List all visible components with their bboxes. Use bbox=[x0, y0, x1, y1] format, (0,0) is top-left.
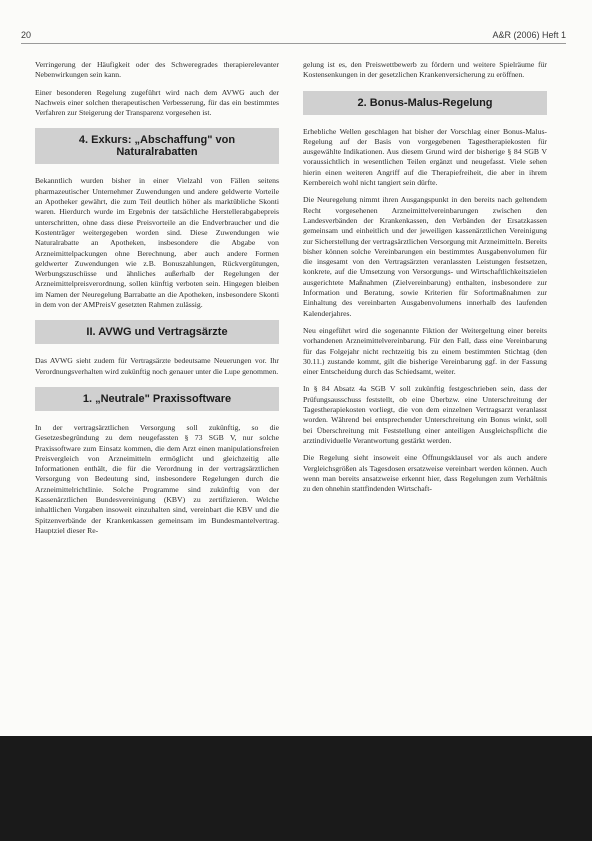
section-heading-avwg-vertragsaerzte: II. AVWG und Vertragsärzte bbox=[35, 320, 279, 344]
body-paragraph: Das AVWG sieht zudem für Vertragsärzte bedeutsame Neuerungen vor. Ihr Verordnungsverhalten wird zukünftig noch genauer unter die Lupe genommen. bbox=[35, 356, 279, 376]
scan-shadow-band bbox=[0, 736, 592, 841]
section-heading-naturalrabatte: 4. Exkurs: „Abschaffung" von Naturalrabatten bbox=[35, 128, 279, 164]
section-heading-praxissoftware: 1. „Neutrale" Praxissoftware bbox=[35, 387, 279, 411]
body-paragraph: Einer besonderen Regelung zugeführt wird nach dem AVWG auch der Nachweis einer solchen therapeutischen Verbesserung, für das ein bestimmtes Verfahren zur Steigerung der Transparenz vorgesehen ist. bbox=[35, 87, 279, 118]
page-number: 20 bbox=[21, 30, 32, 40]
header-rule bbox=[21, 43, 566, 44]
body-paragraph: gelung ist es, den Preiswettbewerb zu fördern und weitere Spielräume für Kostensenkungen in der gesetzlichen Krankenversicherung zu eröffnen. bbox=[303, 60, 547, 80]
body-paragraph: In § 84 Absatz 4a SGB V soll zukünftig festgeschrieben sein, dass der Prüfungsausschuss feststellt, ob eine Überbzw. eine Unterschreitung der Tagestherapiekosten vorliegt, die von dem einzelnen Vertragsarzt veranlasst worden. Während bei entsprechender Unterschreitung ein Bonus winkt, soll bei Überschreitung mit Feststellung einer anteiligen Ausgleichspflicht die arztindividuelle Verantwortung gestärkt werden. bbox=[303, 384, 547, 445]
body-paragraph: Bekanntlich wurden bisher in einer Vielzahl von Fällen seitens pharmazeutischer Unternehmer Zuwendungen und andere geldwerte Vorteile an Apotheker gewährt, die zum Teil deutlich höher als marktübliche Skonti waren. Hierdurch wurde im Ergebnis der tatsächliche Herstellerabgabepreis unterschritten, ohne dass diese Preisvorteile an die Endverbraucher und die Kostenträger weitergegeben worden sind. Diese Zuwendungen wie Naturalrabatte an Apotheken, insbesondere die Abgabe von Arzneimittelpackungen ohne Berechnung, aber auch andere Formen geldwerter Zuwendungen wie z.B. Bonuszahlungen, Rückvergütungen, Werbungszuschüsse und ähnliches außerhalb der Regelungen der Arzneimittelpreisverordnung, sollen künftig verboten sein. Hingegen bleiben im Namen der Neuregelung Barrabatte an die Apotheken, insbesondere Skonti in dem von der AMPreisV gesetzten Rahmen zulässig. bbox=[35, 176, 279, 310]
body-paragraph: Die Regelung sieht insoweit eine Öffnungsklausel vor als auch andere Vergleichsgrößen als Tagesdosen ersatzweise vereinbart werden können. Auch wenn man bereits ansatzweise erkennt hier, dass Regelungen zum Verhältnis zu den ohnehin stattfindenden Wirtschaft- bbox=[303, 453, 547, 494]
body-paragraph: Erhebliche Wellen geschlagen hat bisher der Vorschlag einer Bonus-Malus-Regelung auf der Basis von vorgegebenen Tagestherapiekosten für ausgewählte Indikationen. Aus diesem Grund wird der bisherige § 84 SGB V voraussichtlich in wesentlichen Teilen ergänzt und neugefasst. Viele sehen hierin einen weiteren Angriff auf die Therapiefreiheit, die aber in ihrem Kernbereich wohl nicht tangiert sein dürfte. bbox=[303, 126, 547, 188]
body-paragraph: Die Neuregelung nimmt ihren Ausgangspunkt in den bereits nach geltendem Recht vorgesehenen Arzneimittelvereinbarungen zwischen den Landesverbänden der Krankenkassen, den Verbänden der Ersatzkassen gemeinsam und einheitlich und der jeweiligen kassenärztlichen Vereinigung zur Sicherstellung der vertragsärztlichen Versorgung mit Arzneimitteln. Bereits bisher können solche Vereinbarungen ein bestimmtes Ausgabenvolumen für die insgesamt von den Vertragsärzten veranlassten Leistungen festsetzen, konkrete, auf die Umsetzung von Versorgungs- und Wirtschaftlichkeitszielen ausgerichtete Maßnahmen (Zielvereinbarung) enthalten, insbesondere zur Information und Beratung, sowie Kriterien für Sofortmaßnahmen zur Einhaltung des vereinbarten Ausgabenvolumens innerhalb des laufenden Kalenderjahres. bbox=[303, 195, 547, 318]
right-column bbox=[303, 60, 547, 501]
left-column bbox=[35, 60, 279, 543]
body-paragraph: Neu eingeführt wird die sogenannte Fiktion der Weitergeltung einer bereits vorhandenen Arzneimittelvereinbarung. Für den Fall, dass eine Vereinbarung für das Folgejahr nicht rechtzeitig bis zu einem bestimmten Stichtag (den 30.11.) zustande kommt, gilt die bisherige Vereinbarung ggf. in der Fassung einer Entscheidung durch das Schiedsamt, weiter. bbox=[303, 325, 547, 377]
body-paragraph: Verringerung der Häufigkeit oder des Schweregrades therapierelevanter Nebenwirkungen sein kann. bbox=[35, 60, 279, 80]
body-paragraph: In der vertragsärztlichen Versorgung soll zukünftig, so die Gesetzesbegründung zu dem neugefassten § 73 SGB V, nur solche Praxissoftware zum Einsatz kommen, die dem Arzt einen manipulationsfreien Preisvergleich von Arzneimitteln ermöglicht und gleichzeitig alle Informationen enthält, die für die Verordnung in der vertragsärztlichen Versorgung von Bedeutung sind, insbesondere Regelungen durch die Arzneimittelrichtlinie. Solche Programme sind zukünftig von der Kassenärztlichen Bundesvereinigung (KBV) zu zertifizieren. Welche inhaltlichen Vorgaben insoweit einzuhalten sind, vereinbart die KBV und die Spitzenverbände der Krankenkassen gemeinsam im Bundesmantelvertrag. Hauptziel dieser Re- bbox=[35, 422, 279, 535]
section-heading-bonus-malus: 2. Bonus-Malus-Regelung bbox=[303, 91, 547, 115]
journal-reference: A&R (2006) Heft 1 bbox=[492, 30, 566, 40]
